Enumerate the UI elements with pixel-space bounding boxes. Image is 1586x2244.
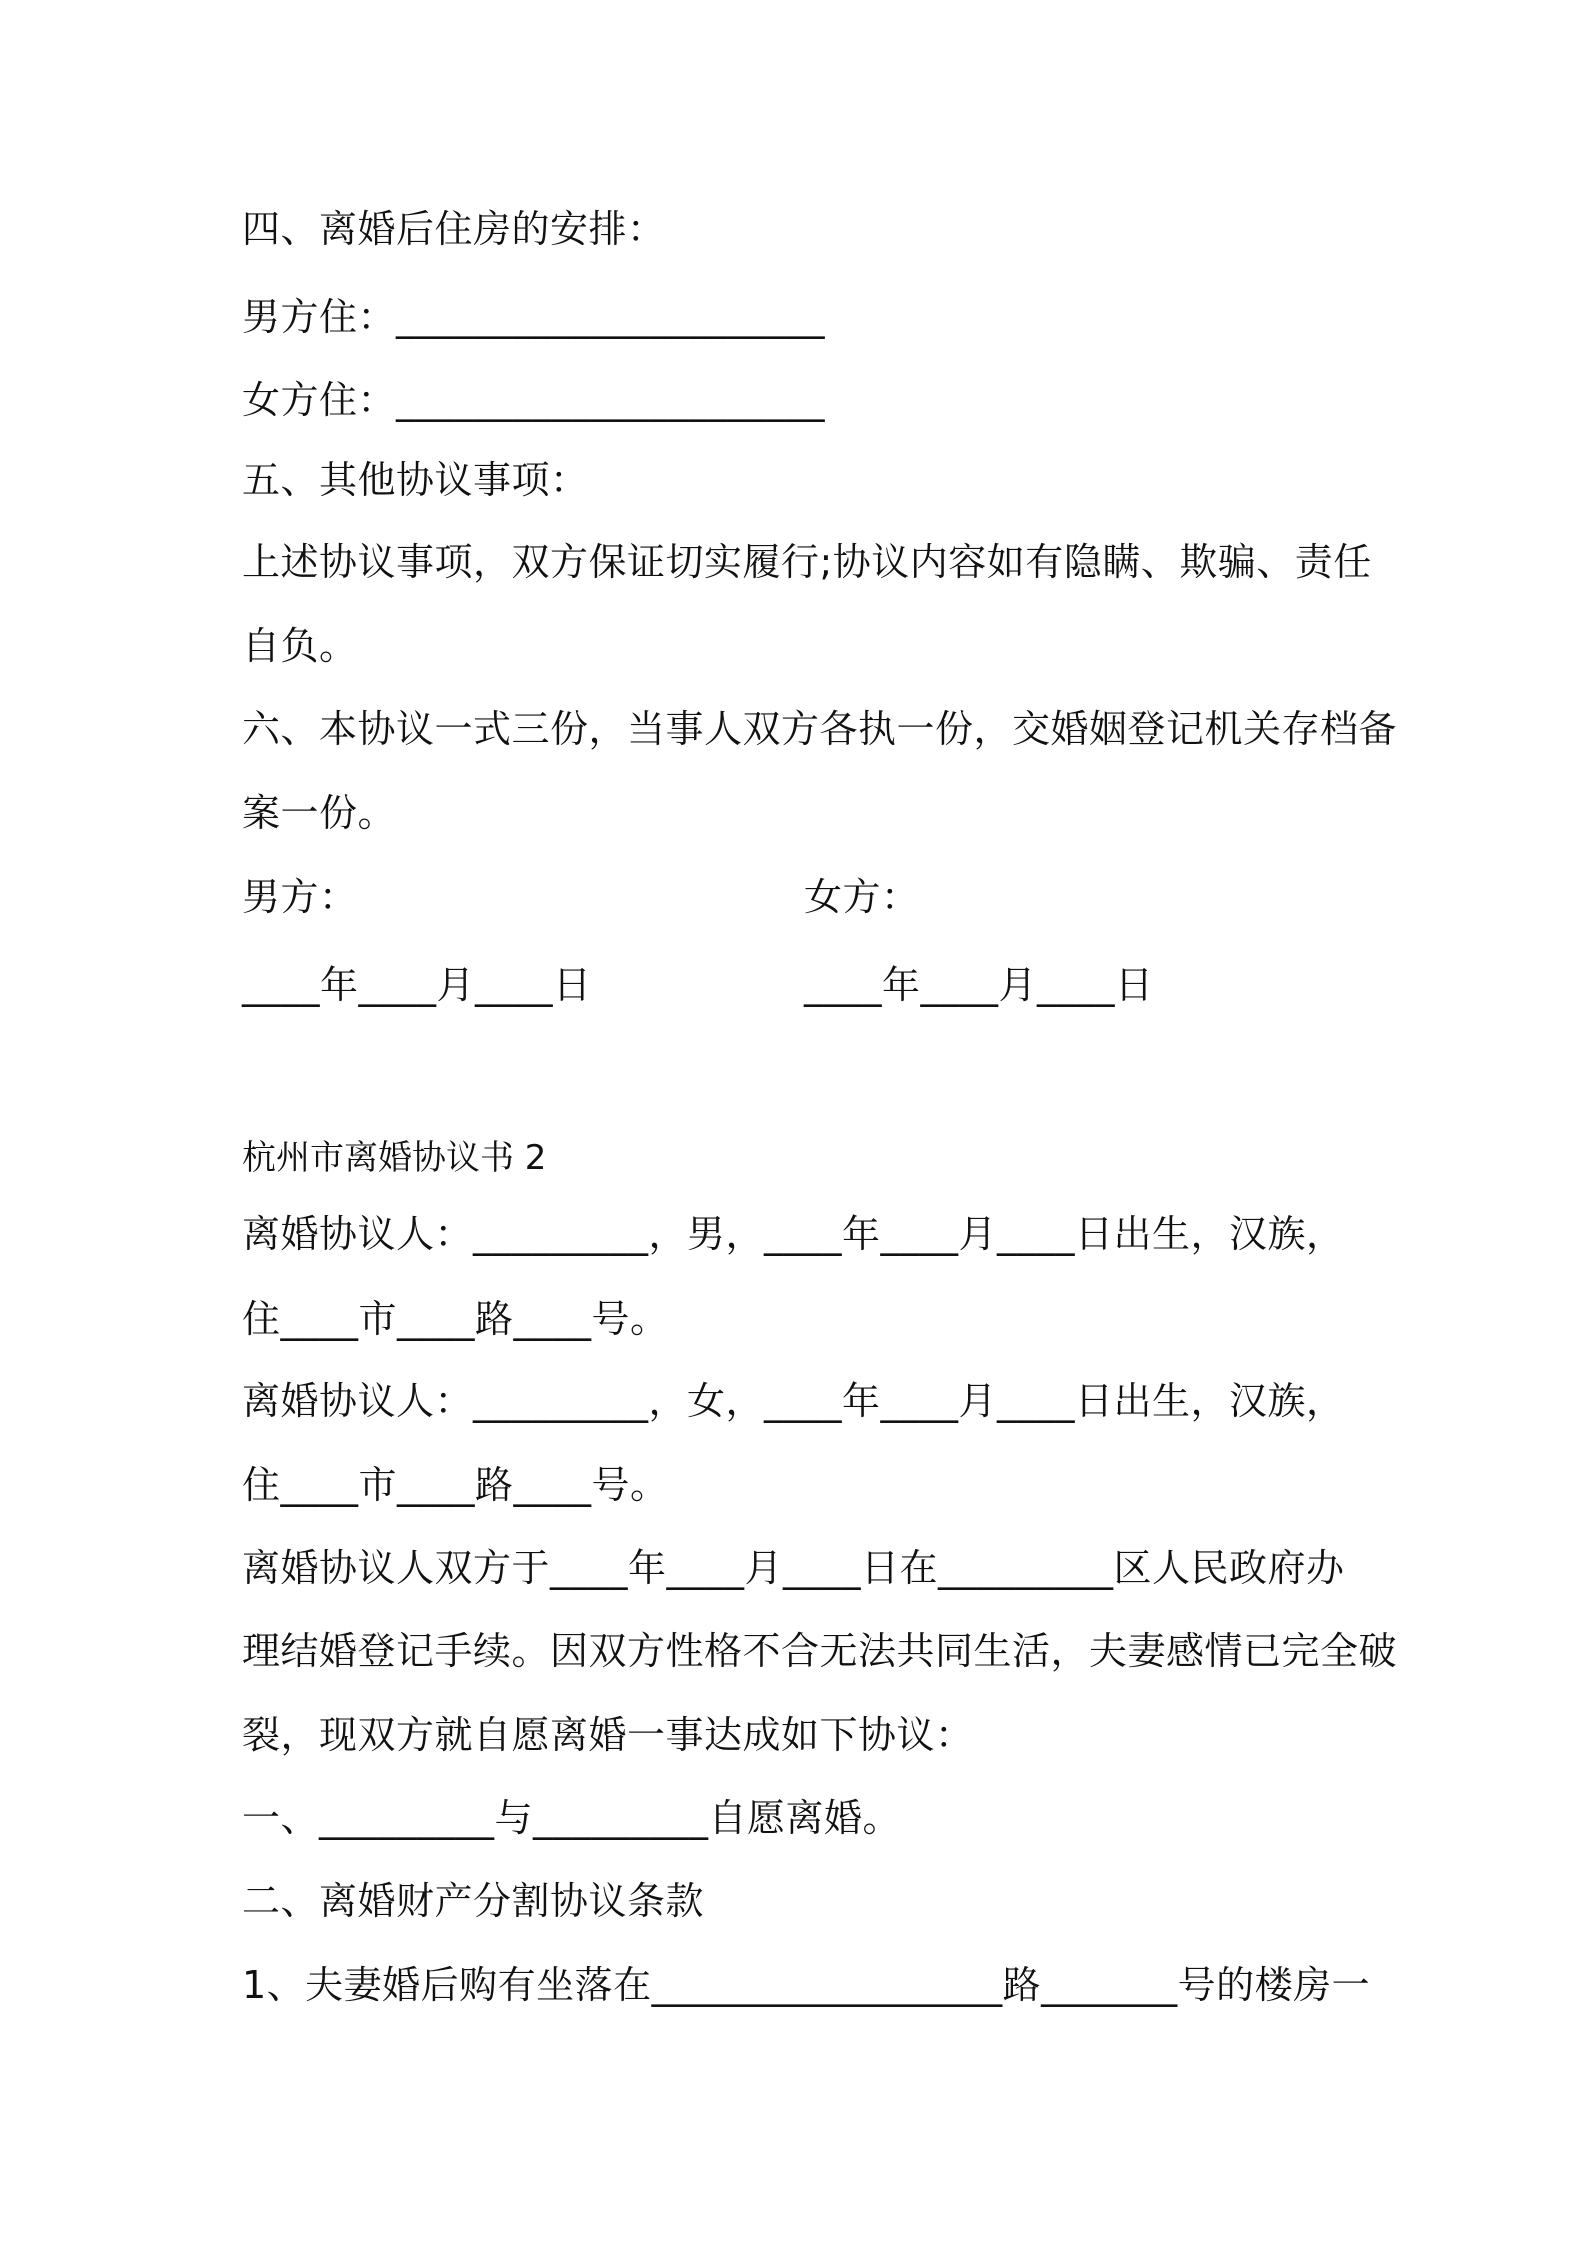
male-residence-line: 男方住：______________________: [242, 295, 826, 339]
section6-text-line2: 案一份。: [242, 791, 397, 835]
party2-line1: 离婚协议人：_________，女，____年____月____日出生，汉族，: [242, 1379, 1345, 1423]
intro-line3: 裂，现双方就自愿离婚一事达成如下协议：: [242, 1713, 974, 1757]
party2-line2: 住____市____路____号。: [242, 1463, 669, 1507]
male-date-line: ____年____月____日: [242, 963, 592, 1007]
section4-heading: 四、离婚后住房的安排：: [242, 207, 666, 251]
female-date-line: ____年____月____日: [804, 963, 1154, 1007]
party1-line1: 离婚协议人：_________，男，____年____月____日出生，汉族，: [242, 1212, 1345, 1256]
clause2-heading: 二、离婚财产分割协议条款: [242, 1879, 705, 1923]
female-signature-label: 女方：: [804, 875, 920, 919]
section5-text-line1: 上述协议事项，双方保证切实履行;协议内容如有隐瞒、欺骗、责任: [242, 540, 1372, 584]
agreement2-title: 杭州市离婚协议书 2: [242, 1138, 547, 1178]
intro-line2: 理结婚登记手续。因双方性格不合无法共同生活，夫妻感情已完全破: [242, 1629, 1398, 1673]
intro-line1: 离婚协议人双方于____年____月____日在_________区人民政府办: [242, 1546, 1345, 1590]
section5-heading: 五、其他协议事项：: [242, 458, 589, 502]
clause2-item1: 1、夫妻婚后购有坐落在__________________路_______号的楼房一: [242, 1963, 1371, 2007]
party1-line2: 住____市____路____号。: [242, 1297, 669, 1341]
male-signature-label: 男方：: [242, 875, 358, 919]
female-residence-line: 女方住：______________________: [242, 378, 826, 422]
section6-text-line1: 六、本协议一式三份，当事人双方各执一份，交婚姻登记机关存档备: [242, 707, 1398, 751]
clause1: 一、_________与_________自愿离婚。: [242, 1796, 902, 1840]
section5-text-line2: 自负。: [242, 624, 358, 668]
